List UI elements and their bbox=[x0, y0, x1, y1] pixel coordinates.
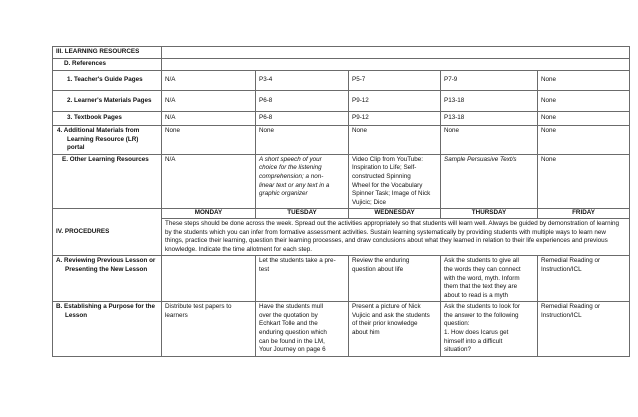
table-cell: Let the students take a pre- test bbox=[256, 256, 349, 302]
table-cell: Have the students mull over the quotation by Echkart Tolle and the enduring question which can be found in the LM, Your Journey on page 6 bbox=[256, 302, 349, 357]
table-cell: None bbox=[441, 126, 538, 155]
row-label: 4. Additional Materials from Learning Resource (LR) portal bbox=[53, 126, 162, 155]
table-cell: P6-8 bbox=[256, 91, 349, 112]
other-resources-row bbox=[53, 154, 630, 209]
table-cell: Ask the students to give all the words they can connect with the word, myth. Inform them that the text they are about to read is a myth bbox=[441, 256, 538, 302]
additional-materials-row bbox=[53, 126, 630, 155]
row-label: 3. Textbook Pages bbox=[53, 112, 162, 126]
day-friday: FRIDAY bbox=[538, 209, 630, 219]
row-label: 1. Teacher's Guide Pages bbox=[53, 71, 162, 91]
learning-resources-header-row bbox=[53, 47, 630, 59]
table-cell: N/A bbox=[162, 154, 256, 209]
table-cell: Remedial Reading or Instruction/ICL bbox=[538, 302, 630, 357]
references-row bbox=[53, 59, 630, 71]
teachers-guide-row bbox=[53, 71, 630, 91]
days-header-row bbox=[53, 209, 630, 219]
table-cell: P9-12 bbox=[349, 91, 441, 112]
table-cell bbox=[162, 256, 256, 302]
table-cell: None bbox=[538, 154, 630, 209]
table-cell: P6-8 bbox=[256, 112, 349, 126]
learners-materials-row bbox=[53, 91, 630, 112]
table-cell: Review the enduring question about life bbox=[349, 256, 441, 302]
table-cell: Present a picture of Nick Vujicic and ask the students of their prior knowledge about him bbox=[349, 302, 441, 357]
table-cell: Distribute test papers to learners bbox=[162, 302, 256, 357]
table-cell: P13-18 bbox=[441, 91, 538, 112]
table-cell: N/A bbox=[162, 71, 256, 91]
table-cell: Ask the students to look for the answer to the following question: 1. How does Icarus get himself into a difficult situation? bbox=[441, 302, 538, 357]
table-cell: None bbox=[256, 126, 349, 155]
table-cell: None bbox=[538, 112, 630, 126]
procedures-label: IV. PROCEDURES bbox=[53, 209, 162, 256]
references-label: D. References bbox=[53, 59, 162, 71]
table-cell: None bbox=[538, 91, 630, 112]
day-monday: MONDAY bbox=[162, 209, 256, 219]
table-cell: Remedial Reading or Instruction/ICL bbox=[538, 256, 630, 302]
table-cell: N/A bbox=[162, 91, 256, 112]
empty-cell bbox=[162, 59, 630, 71]
table-cell: None bbox=[538, 126, 630, 155]
row-label: 2. Learner's Materials Pages bbox=[53, 91, 162, 112]
table-cell: N/A bbox=[162, 112, 256, 126]
textbook-pages-row bbox=[53, 112, 630, 126]
table-cell: P13-18 bbox=[441, 112, 538, 126]
table-cell: P3-4 bbox=[256, 71, 349, 91]
step-label: A. Reviewing Previous Lesson or Presenting the New Lesson bbox=[53, 256, 162, 302]
table-cell: P7-9 bbox=[441, 71, 538, 91]
step-a-row bbox=[53, 256, 630, 302]
table-cell: Video Clip from YouTube: Inspiration to Life; Self- constructed Spinning Wheel for the Vocabulary Spinner Task; Image of Nick Vujicic; Dice bbox=[349, 154, 441, 209]
day-wednesday: WEDNESDAY bbox=[349, 209, 441, 219]
row-label: E. Other Learning Resources bbox=[53, 154, 162, 209]
learning-resources-heading: III. LEARNING RESOURCES bbox=[53, 47, 162, 59]
table-cell: None bbox=[538, 71, 630, 91]
table-cell: None bbox=[349, 126, 441, 155]
day-thursday: THURSDAY bbox=[441, 209, 538, 219]
table-cell: Sample Persuasive Text/s bbox=[441, 154, 538, 209]
step-b-row bbox=[53, 302, 630, 357]
table-cell: None bbox=[162, 126, 256, 155]
lesson-plan-sheet bbox=[52, 46, 629, 357]
table-cell: P5-7 bbox=[349, 71, 441, 91]
day-tuesday: TUESDAY bbox=[256, 209, 349, 219]
lesson-plan-table bbox=[52, 46, 630, 357]
procedures-instructions: These steps should be done across the week. Spread out the activities appropriately so that students will learn well. Always be guided by demonstration of learning by the students which you can infer from formative assessment activities. Sustain learning systematically by providing students with multiple ways to learn new things, practice their learning, question their learning processes, and draw conclusions about what they learned in relation to their life experiences and previous knowledge. Indicate the time allotment for each step. bbox=[162, 218, 630, 255]
table-cell: P9-12 bbox=[349, 112, 441, 126]
table-cell: A short speech of your choice for the listening comprehension; a non- linear text or any text in a graphic organizer bbox=[256, 154, 349, 209]
step-label: B. Establishing a Purpose for the Lesson bbox=[53, 302, 162, 357]
empty-cell bbox=[162, 47, 630, 59]
